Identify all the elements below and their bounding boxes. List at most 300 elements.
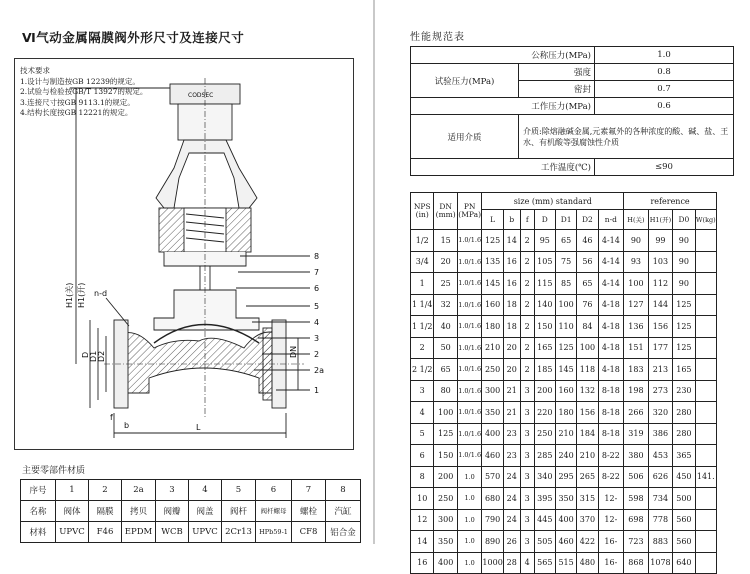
table-row <box>411 466 717 488</box>
cell-D: 95 <box>534 230 555 252</box>
cell-nd: 8-22 <box>598 445 624 467</box>
parts-cell: 2Cr13 <box>222 522 256 543</box>
dim-dn: DN <box>289 345 298 358</box>
parts-cell: 序号 <box>21 480 56 501</box>
cell-nd: 4-14 <box>598 230 624 252</box>
header-col: W(kg) <box>695 210 716 230</box>
perf-row <box>411 64 734 81</box>
cell-f: 2 <box>520 251 534 273</box>
cell-nd: 16- <box>598 552 624 574</box>
perf-row <box>411 115 734 159</box>
cell-w <box>695 380 716 402</box>
cell-D2: 132 <box>577 380 598 402</box>
parts-row-name <box>21 501 361 522</box>
parts-title: 主要零部件材质 <box>22 466 86 476</box>
callout-6: 6 <box>314 284 320 293</box>
cell-D1: 240 <box>555 445 576 467</box>
cell-L: 400 <box>482 423 503 445</box>
cell-D2: 46 <box>577 230 598 252</box>
cell-f: 2 <box>520 316 534 338</box>
cell-nd: 4-14 <box>598 273 624 295</box>
cell-d0: 500 <box>673 488 695 510</box>
cell-w <box>695 294 716 316</box>
cell-nd: 8-18 <box>598 402 624 424</box>
header-col: D <box>534 210 555 230</box>
nominal-pressure-label: 公称压力(MPa) <box>411 47 595 64</box>
cell-h1: 734 <box>648 488 673 510</box>
cell-h1: 778 <box>648 509 673 531</box>
table-row <box>411 402 717 424</box>
parts-cell: 2a <box>122 480 156 501</box>
strength-label: 强度 <box>519 64 595 81</box>
parts-cell: 2 <box>89 480 122 501</box>
parts-cell: 拷贝 <box>122 501 156 522</box>
cell-nd: 4-18 <box>598 294 624 316</box>
cell-L: 680 <box>482 488 503 510</box>
callout-2: 2 <box>314 350 320 359</box>
callout-5: 5 <box>314 302 320 311</box>
cell-h: 127 <box>624 294 649 316</box>
cell-w <box>695 273 716 295</box>
cell-dn: 200 <box>434 466 457 488</box>
cell-h1: 156 <box>648 316 673 338</box>
cell-D1: 350 <box>555 488 576 510</box>
parts-cell: UPVC <box>56 522 89 543</box>
cell-nd: 12- <box>598 509 624 531</box>
cell-nd: 16- <box>598 531 624 553</box>
parts-cell: 汽缸 <box>326 501 361 522</box>
cell-D2: 422 <box>577 531 598 553</box>
cell-h: 266 <box>624 402 649 424</box>
cell-D2: 100 <box>577 337 598 359</box>
cell-f: 2 <box>520 230 534 252</box>
cell-dn: 32 <box>434 294 457 316</box>
cell-D1: 210 <box>555 423 576 445</box>
cell-h: 319 <box>624 423 649 445</box>
parts-cell: UPVC <box>189 522 222 543</box>
cell-nps: 3/4 <box>411 251 434 273</box>
dim-header-row-1 <box>411 193 717 210</box>
cell-h: 598 <box>624 488 649 510</box>
cell-L: 350 <box>482 402 503 424</box>
parts-cell: 螺栓 <box>292 501 326 522</box>
parts-cell: 4 <box>189 480 222 501</box>
cell-D2: 65 <box>577 273 598 295</box>
cell-pn: 1.0 <box>457 552 482 574</box>
parts-cell: EPDM <box>122 522 156 543</box>
cell-D2: 76 <box>577 294 598 316</box>
cell-nd: 12- <box>598 488 624 510</box>
parts-row-seq <box>21 480 361 501</box>
cell-b: 18 <box>503 294 520 316</box>
cell-D: 115 <box>534 273 555 295</box>
cell-d0: 280 <box>673 402 695 424</box>
table-row <box>411 230 717 252</box>
cell-L: 135 <box>482 251 503 273</box>
cell-b: 21 <box>503 402 520 424</box>
medium-value: 介质:除熔融碱金属,元素氟外的各种浓度的酸、碱、盐、王水、有机酸等强腐蚀性介质 <box>519 115 734 159</box>
dim-d2: D2 <box>97 350 106 362</box>
cell-nps: 4 <box>411 402 434 424</box>
technical-requirements <box>20 66 147 119</box>
cell-d0: 280 <box>673 423 695 445</box>
parts-cell: 阀体 <box>56 501 89 522</box>
cell-D1: 515 <box>555 552 576 574</box>
cell-D: 105 <box>534 251 555 273</box>
cell-d0: 90 <box>673 273 695 295</box>
cell-D: 445 <box>534 509 555 531</box>
cell-L: 160 <box>482 294 503 316</box>
cell-dn: 20 <box>434 251 457 273</box>
cell-f: 3 <box>520 402 534 424</box>
seal-value: 0.7 <box>595 81 734 98</box>
cell-D1: 460 <box>555 531 576 553</box>
cell-pn: 1.0/1.6 <box>457 359 482 381</box>
cell-D2: 210 <box>577 445 598 467</box>
cell-D1: 100 <box>555 294 576 316</box>
perf-row <box>411 47 734 64</box>
cell-D: 200 <box>534 380 555 402</box>
parts-cell: 材料 <box>21 522 56 543</box>
cell-nd: 4-18 <box>598 359 624 381</box>
cell-nd: 8-18 <box>598 423 624 445</box>
header-col: b <box>503 210 520 230</box>
medium-label: 适用介质 <box>411 115 519 159</box>
cell-d0: 125 <box>673 316 695 338</box>
cell-b: 21 <box>503 380 520 402</box>
cell-pn: 1.0/1.6 <box>457 402 482 424</box>
cell-pn: 1.0/1.6 <box>457 380 482 402</box>
cell-f: 3 <box>520 466 534 488</box>
parts-cell: WCB <box>156 522 189 543</box>
cell-f: 3 <box>520 423 534 445</box>
cell-D1: 125 <box>555 337 576 359</box>
cell-b: 24 <box>503 509 520 531</box>
perf-row <box>411 159 734 176</box>
cell-nps: 8 <box>411 466 434 488</box>
dim-h1-closed: H1(关) <box>65 282 74 308</box>
cell-dn: 150 <box>434 445 457 467</box>
cell-D2: 315 <box>577 488 598 510</box>
parts-row-material <box>21 522 361 543</box>
cell-dn: 65 <box>434 359 457 381</box>
cell-nd: 8-22 <box>598 466 624 488</box>
cell-D: 185 <box>534 359 555 381</box>
cell-h: 698 <box>624 509 649 531</box>
table-row <box>411 251 717 273</box>
cell-h: 868 <box>624 552 649 574</box>
parts-cell: CF8 <box>292 522 326 543</box>
cell-h1: 883 <box>648 531 673 553</box>
cell-nps: 12 <box>411 509 434 531</box>
cell-b: 16 <box>503 251 520 273</box>
parts-cell: 3 <box>156 480 189 501</box>
parts-cell: 6 <box>256 480 292 501</box>
cell-f: 3 <box>520 380 534 402</box>
parts-cell: 名称 <box>21 501 56 522</box>
test-pressure-label: 试验压力(MPa) <box>411 64 519 98</box>
cell-L: 300 <box>482 380 503 402</box>
cell-h: 723 <box>624 531 649 553</box>
cell-nps: 16 <box>411 552 434 574</box>
parts-cell: 7 <box>292 480 326 501</box>
cell-d0: 125 <box>673 337 695 359</box>
cell-h1: 453 <box>648 445 673 467</box>
cell-dn: 50 <box>434 337 457 359</box>
cell-h1: 626 <box>648 466 673 488</box>
callout-8: 8 <box>314 252 320 261</box>
parts-cell: 8 <box>326 480 361 501</box>
parts-cell: HPb59-1 <box>256 522 292 543</box>
performance-table <box>410 46 734 176</box>
cell-pn: 1.0/1.6 <box>457 445 482 467</box>
cell-D: 250 <box>534 423 555 445</box>
cell-dn: 25 <box>434 273 457 295</box>
working-temp-label: 工作温度(℃) <box>411 159 595 176</box>
table-row <box>411 316 717 338</box>
working-pressure-label: 工作压力(MPa) <box>411 98 595 115</box>
parts-table <box>20 479 361 543</box>
cell-dn: 250 <box>434 488 457 510</box>
parts-cell: 1 <box>56 480 89 501</box>
cell-nps: 5 <box>411 423 434 445</box>
cell-h1: 177 <box>648 337 673 359</box>
cell-D2: 370 <box>577 509 598 531</box>
cell-d0: 90 <box>673 230 695 252</box>
cell-h1: 144 <box>648 294 673 316</box>
cell-L: 145 <box>482 273 503 295</box>
parts-cell: 隔膜 <box>89 501 122 522</box>
cell-h: 100 <box>624 273 649 295</box>
cell-f: 4 <box>520 552 534 574</box>
page-divider <box>373 0 375 544</box>
cell-D: 395 <box>534 488 555 510</box>
left-page <box>0 0 370 544</box>
cell-pn: 1.0/1.6 <box>457 423 482 445</box>
cell-nps: 1 <box>411 273 434 295</box>
dimension-table-body <box>411 230 717 574</box>
cell-h1: 273 <box>648 380 673 402</box>
dimension-table <box>410 192 717 574</box>
cell-nps: 14 <box>411 531 434 553</box>
cell-D1: 85 <box>555 273 576 295</box>
cell-w <box>695 251 716 273</box>
cell-h: 151 <box>624 337 649 359</box>
cell-w <box>695 488 716 510</box>
cell-h1: 386 <box>648 423 673 445</box>
table-row <box>411 445 717 467</box>
cell-pn: 1.0/1.6 <box>457 251 482 273</box>
parts-cell: 5 <box>222 480 256 501</box>
cell-d0: 90 <box>673 251 695 273</box>
cell-w <box>695 531 716 553</box>
cell-dn: 15 <box>434 230 457 252</box>
right-page <box>378 0 750 568</box>
dim-d: D <box>81 351 90 358</box>
cell-d0: 230 <box>673 380 695 402</box>
dim-nd: n-d <box>94 289 108 298</box>
dim-l: L <box>196 423 201 432</box>
cell-D2: 84 <box>577 316 598 338</box>
cell-pn: 1.0 <box>457 488 482 510</box>
cell-L: 790 <box>482 509 503 531</box>
cell-w: 141. <box>695 466 716 488</box>
cell-D1: 160 <box>555 380 576 402</box>
valve-body <box>124 332 276 393</box>
header-dn: DN (mm) <box>434 193 457 230</box>
cell-nd: 4-18 <box>598 337 624 359</box>
header-col: D0 <box>673 210 695 230</box>
cell-D: 565 <box>534 552 555 574</box>
cell-f: 3 <box>520 488 534 510</box>
table-row <box>411 552 717 574</box>
table-row <box>411 380 717 402</box>
cell-D: 340 <box>534 466 555 488</box>
tech-req-item: 3.连接尺寸按GB 9113.1的规定。 <box>20 97 135 107</box>
cell-nd: 4-18 <box>598 316 624 338</box>
cell-L: 570 <box>482 466 503 488</box>
seal-label: 密封 <box>519 81 595 98</box>
cell-h1: 112 <box>648 273 673 295</box>
dim-d1: D1 <box>89 350 98 362</box>
cell-d0: 560 <box>673 531 695 553</box>
cell-d0: 640 <box>673 552 695 574</box>
cell-f: 2 <box>520 337 534 359</box>
cell-D1: 75 <box>555 251 576 273</box>
cell-w <box>695 402 716 424</box>
cell-L: 180 <box>482 316 503 338</box>
cell-D1: 65 <box>555 230 576 252</box>
cell-w <box>695 552 716 574</box>
working-pressure-value: 0.6 <box>595 98 734 115</box>
cell-L: 890 <box>482 531 503 553</box>
cell-h: 136 <box>624 316 649 338</box>
cell-f: 3 <box>520 509 534 531</box>
header-col: n-d <box>598 210 624 230</box>
header-col: H(关) <box>624 210 649 230</box>
cell-b: 23 <box>503 423 520 445</box>
cell-D2: 480 <box>577 552 598 574</box>
table-row <box>411 337 717 359</box>
cell-L: 125 <box>482 230 503 252</box>
cell-D: 505 <box>534 531 555 553</box>
cell-d0: 450 <box>673 466 695 488</box>
cell-D2: 156 <box>577 402 598 424</box>
table-row <box>411 294 717 316</box>
cell-d0: 165 <box>673 359 695 381</box>
perf-title: 性能规范表 <box>410 32 465 43</box>
header-col: D2 <box>577 210 598 230</box>
cell-L: 250 <box>482 359 503 381</box>
cell-h: 90 <box>624 230 649 252</box>
cell-D2: 118 <box>577 359 598 381</box>
parts-cell: 阀杆 <box>222 501 256 522</box>
cell-pn: 1.0/1.6 <box>457 316 482 338</box>
tech-req-heading: 技术要求 <box>20 66 50 75</box>
cell-w <box>695 509 716 531</box>
cell-w <box>695 445 716 467</box>
cell-dn: 100 <box>434 402 457 424</box>
cell-D2: 265 <box>577 466 598 488</box>
cell-nps: 1 1/4 <box>411 294 434 316</box>
table-row <box>411 273 717 295</box>
cell-h1: 1078 <box>648 552 673 574</box>
cell-h1: 213 <box>648 359 673 381</box>
nominal-pressure-value: 1.0 <box>595 47 734 64</box>
cell-h1: 99 <box>648 230 673 252</box>
cell-D: 165 <box>534 337 555 359</box>
cell-pn: 1.0/1.6 <box>457 273 482 295</box>
parts-cell: F46 <box>89 522 122 543</box>
cell-D: 220 <box>534 402 555 424</box>
working-temp-value: ≤90 <box>595 159 734 176</box>
cell-L: 210 <box>482 337 503 359</box>
cell-b: 24 <box>503 466 520 488</box>
table-row <box>411 359 717 381</box>
cell-h1: 320 <box>648 402 673 424</box>
header-size-group: size (mm) standard <box>482 193 624 210</box>
dim-b: b <box>124 421 130 430</box>
cell-nps: 10 <box>411 488 434 510</box>
cell-b: 14 <box>503 230 520 252</box>
cell-dn: 125 <box>434 423 457 445</box>
cell-nd: 8-18 <box>598 380 624 402</box>
cell-dn: 40 <box>434 316 457 338</box>
cell-b: 23 <box>503 445 520 467</box>
actuator-housing <box>156 140 257 208</box>
cell-D1: 295 <box>555 466 576 488</box>
cell-d0: 560 <box>673 509 695 531</box>
nameplate-text: CODSEC <box>188 92 214 99</box>
callout-4: 4 <box>314 318 320 327</box>
cell-D2: 184 <box>577 423 598 445</box>
header-col: D1 <box>555 210 576 230</box>
cell-f: 3 <box>520 445 534 467</box>
cell-h1: 103 <box>648 251 673 273</box>
cell-D2: 56 <box>577 251 598 273</box>
cell-w <box>695 337 716 359</box>
parts-cell: 阀杆螺母 <box>256 501 292 522</box>
cell-L: 1000 <box>482 552 503 574</box>
cell-nps: 6 <box>411 445 434 467</box>
cell-h: 183 <box>624 359 649 381</box>
cell-b: 18 <box>503 316 520 338</box>
cell-w <box>695 316 716 338</box>
cell-f: 2 <box>520 359 534 381</box>
cell-D1: 110 <box>555 316 576 338</box>
table-row <box>411 509 717 531</box>
table-row <box>411 531 717 553</box>
cell-f: 2 <box>520 294 534 316</box>
cell-pn: 1.0/1.6 <box>457 230 482 252</box>
cell-pn: 1.0 <box>457 531 482 553</box>
section-title: Ⅵ气动金属隔膜阀外形尺寸及连接尺寸 <box>22 30 245 45</box>
cell-nps: 2 1/2 <box>411 359 434 381</box>
dim-h1-open: H1(开) <box>77 282 86 308</box>
tech-req-item: 2.试验与检验按GB/T 13927的规定。 <box>20 87 148 96</box>
table-row <box>411 423 717 445</box>
cell-b: 24 <box>503 488 520 510</box>
cell-dn: 80 <box>434 380 457 402</box>
cell-h: 198 <box>624 380 649 402</box>
header-col: f <box>520 210 534 230</box>
cell-dn: 400 <box>434 552 457 574</box>
strength-value: 0.8 <box>595 64 734 81</box>
parts-cell: 铝合金 <box>326 522 361 543</box>
cell-dn: 350 <box>434 531 457 553</box>
header-nps: NPS (in) <box>411 193 434 230</box>
header-col: H1(开) <box>648 210 673 230</box>
